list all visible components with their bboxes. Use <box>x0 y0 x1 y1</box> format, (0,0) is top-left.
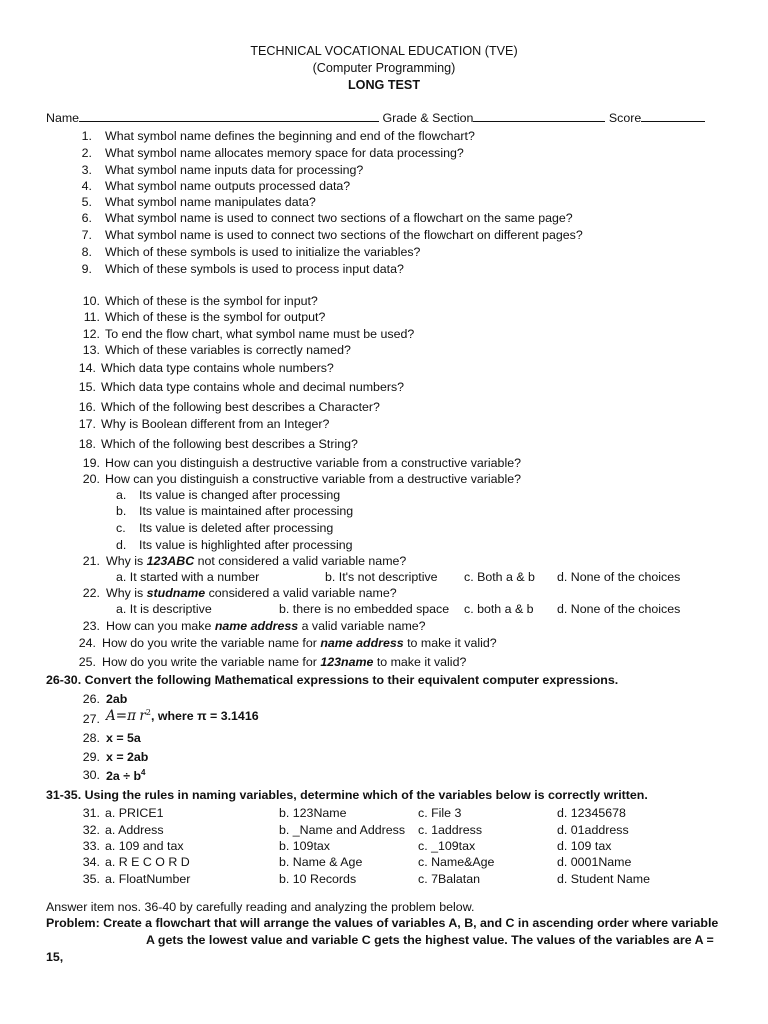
problem-line-2: A gets the lowest value and variable C gets the highest value. The values of the variables are A = <box>146 933 714 947</box>
question-text: How can you distinguish a constructive variable from a destructive variable? <box>105 472 521 486</box>
q22-choice-a: a. It is descriptive <box>116 602 212 616</box>
question-23 <box>106 619 426 633</box>
question-number: 3. <box>81 163 92 177</box>
q21-choice-b: b. It's not descriptive <box>325 570 438 584</box>
section-31-35-heading: 31-35. Using the rules in naming variables, determine which of the variables below is correctly written. <box>46 788 648 802</box>
problem-line-1: Problem: Create a flowchart that will arrange the values of variables A, B, and C in ascending order where variable <box>46 916 719 930</box>
question-text: What symbol name is used to connect two sections of the flowchart on different pages? <box>105 228 583 242</box>
question-text: What symbol name allocates memory space for data processing? <box>105 146 464 160</box>
question-24 <box>102 636 497 650</box>
q25-text-post: to make it valid? <box>373 655 467 669</box>
question-number: 6. <box>81 211 92 225</box>
header-subject: (Computer Programming) <box>312 61 456 75</box>
question-text: Which data type contains whole numbers? <box>101 361 334 375</box>
choice-text: Its value is highlighted after processing <box>139 538 353 552</box>
q23-text-pre: How can you make <box>106 619 215 633</box>
q22-text-pre: Why is <box>106 586 147 600</box>
q22-choice-c: c. both a & b <box>464 602 534 616</box>
question-text: How can you distinguish a destructive variable from a constructive variable? <box>105 456 521 470</box>
q22-text-post: considered a valid variable name? <box>205 586 397 600</box>
choice-letter: a. <box>116 488 127 502</box>
question-number: 13. <box>82 343 100 357</box>
expression-29: x = 2ab <box>106 750 149 764</box>
section-26-30-heading: 26-30. Convert the following Mathematical expressions to their equivalent computer expressions. <box>46 673 619 687</box>
question-number: 19. <box>82 456 100 470</box>
q22-variable: studname <box>146 586 206 600</box>
question-number: 22. <box>82 586 100 600</box>
question-number: 12. <box>82 327 100 341</box>
question-number: 8. <box>81 245 92 259</box>
q21-choice-d: d. None of the choices <box>557 570 681 584</box>
question-number: 2. <box>81 146 92 160</box>
question-text: Which of these is the symbol for output? <box>105 310 326 324</box>
question-number: 9. <box>81 262 92 276</box>
question-number: 5. <box>81 195 92 209</box>
question-number: 4. <box>81 179 92 193</box>
score-blank[interactable] <box>641 110 705 122</box>
q21-variable: 123ABC <box>146 554 195 568</box>
name-label: Name <box>46 111 80 125</box>
question-number: 16. <box>78 400 96 414</box>
question-number: 10. <box>82 294 100 308</box>
expression-27 <box>106 708 259 724</box>
math-r: r <box>139 708 146 725</box>
question-number: 34. <box>82 855 100 869</box>
variable-option-b: b. 10 Records <box>279 872 357 886</box>
question-number: 32. <box>82 823 100 837</box>
question-text: Which of these symbols is used to process input data? <box>105 262 404 276</box>
question-number: 28. <box>82 731 100 745</box>
name-blank[interactable] <box>79 110 379 122</box>
q24-variable: name address <box>320 636 404 650</box>
variable-option-d: d. 01address <box>557 823 629 837</box>
question-text: Which of these variables is correctly named? <box>105 343 351 357</box>
math-exponent: 2 <box>145 708 151 717</box>
question-text: To end the flow chart, what symbol name must be used? <box>105 327 415 341</box>
variable-option-a: a. R E C O R D <box>105 855 190 869</box>
variable-option-d: d. 0001Name <box>557 855 632 869</box>
question-number: 31. <box>82 806 100 820</box>
question-25 <box>102 655 466 669</box>
variable-option-c: c. 7Balatan <box>418 872 480 886</box>
student-info-line <box>46 110 705 125</box>
q24-text-post: to make it valid? <box>403 636 497 650</box>
header-title: LONG TEST <box>347 78 421 92</box>
question-number: 30. <box>82 768 100 782</box>
q22-choice-d: d. None of the choices <box>557 602 681 616</box>
question-text: What symbol name defines the beginning and end of the flowchart? <box>105 129 475 143</box>
variable-option-a: a. Address <box>105 823 164 837</box>
grade-blank[interactable] <box>473 110 605 122</box>
expression-28: x = 5a <box>106 731 141 745</box>
question-text: Why is Boolean different from an Integer? <box>101 417 330 431</box>
question-text: Which of the following best describes a Character? <box>101 400 380 414</box>
question-21 <box>106 554 406 568</box>
question-text: Which of these symbols is used to initialize the variables? <box>105 245 421 259</box>
expression-27-note: , where π = 3.1416 <box>150 709 259 724</box>
q21-choice-a: a. It started with a number <box>116 570 260 584</box>
variable-option-b: b. _Name and Address <box>279 823 406 837</box>
expression-30-base: 2a ÷ b <box>106 769 142 784</box>
variable-option-b: b. 123Name <box>279 806 347 820</box>
variable-option-d: d. 109 tax <box>557 839 612 853</box>
header-school: TECHNICAL VOCATIONAL EDUCATION (TVE) <box>250 44 518 58</box>
question-number: 11. <box>83 310 100 324</box>
question-text: Which data type contains whole and decimal numbers? <box>101 380 405 394</box>
question-text: Which of these is the symbol for input? <box>105 294 318 308</box>
question-number: 17. <box>78 417 96 431</box>
math-equals: = <box>115 708 128 725</box>
q21-text-pre: Why is <box>106 554 147 568</box>
question-number: 1. <box>81 129 92 143</box>
question-number: 35. <box>82 872 100 886</box>
expression-30 <box>106 768 146 783</box>
choice-text: Its value is deleted after processing <box>139 521 334 535</box>
variable-option-c: c. _109tax <box>418 839 476 853</box>
question-number: 25. <box>78 655 96 669</box>
variable-option-a: a. 109 and tax <box>105 839 184 853</box>
variable-option-a: a. PRICE1 <box>105 806 164 820</box>
grade-label: Grade & Section <box>382 111 474 125</box>
question-number: 23. <box>82 619 100 633</box>
expression-26: 2ab <box>106 692 128 706</box>
variable-option-d: d. 12345678 <box>557 806 626 820</box>
question-number: 33. <box>82 839 100 853</box>
question-22 <box>106 586 397 600</box>
problem-line-3: 15, <box>46 950 64 964</box>
question-number: 14. <box>78 361 96 375</box>
variable-option-c: c. File 3 <box>418 806 462 820</box>
choice-text: Its value is changed after processing <box>139 488 341 502</box>
score-label: Score <box>608 111 642 125</box>
question-number: 20. <box>82 472 100 486</box>
question-text: Which of the following best describes a String? <box>101 437 358 451</box>
question-number: 15. <box>78 380 96 394</box>
variable-option-d: d. Student Name <box>557 872 650 886</box>
variable-option-b: b. 109tax <box>279 839 330 853</box>
q22-choice-b: b. there is no embedded space <box>279 602 450 616</box>
answer-instruction: Answer item nos. 36-40 by carefully reading and analyzing the problem below. <box>46 900 475 914</box>
question-text: What symbol name outputs processed data? <box>105 179 351 193</box>
variable-option-c: c. Name&Age <box>418 855 495 869</box>
question-number: 27. <box>82 712 100 726</box>
q21-text-post: not considered a valid variable name? <box>194 554 407 568</box>
math-a: A <box>106 708 116 725</box>
q25-variable: 123name <box>320 655 374 669</box>
choice-letter: d. <box>116 538 127 552</box>
question-text: What symbol name is used to connect two sections of a flowchart on the same page? <box>105 211 573 225</box>
variable-option-a: a. FloatNumber <box>105 872 191 886</box>
question-number: 18. <box>78 437 96 451</box>
variable-option-b: b. Name & Age <box>279 855 363 869</box>
math-pi: π <box>127 708 136 725</box>
q23-variable: name address <box>214 619 299 633</box>
choice-text: Its value is maintained after processing <box>139 504 354 518</box>
question-number: 24. <box>78 636 96 650</box>
question-number: 29. <box>82 750 100 764</box>
variable-option-c: c. 1address <box>418 823 483 837</box>
q23-text-post: a valid variable name? <box>298 619 426 633</box>
question-text: What symbol name manipulates data? <box>105 195 316 209</box>
expression-30-exponent: 4 <box>141 768 146 777</box>
choice-letter: b. <box>116 504 127 518</box>
question-number: 7. <box>81 228 92 242</box>
question-text: What symbol name inputs data for processing? <box>105 163 364 177</box>
q21-choice-c: c. Both a & b <box>464 570 535 584</box>
q25-text-pre: How do you write the variable name for <box>102 655 321 669</box>
choice-letter: c. <box>116 521 126 535</box>
q24-text-pre: How do you write the variable name for <box>102 636 321 650</box>
question-number: 26. <box>82 692 100 706</box>
question-number: 21. <box>82 554 100 568</box>
